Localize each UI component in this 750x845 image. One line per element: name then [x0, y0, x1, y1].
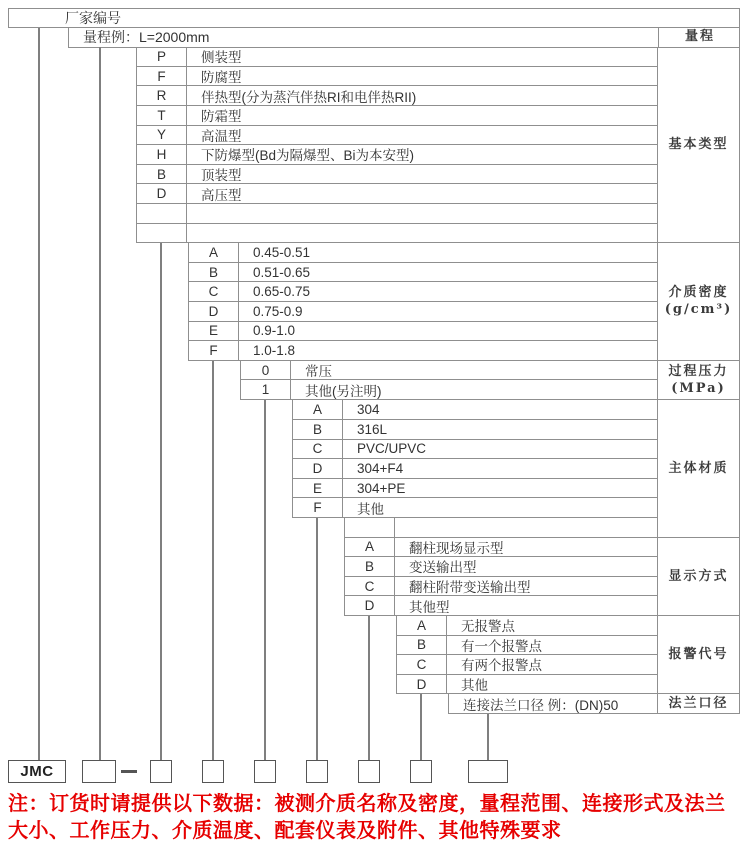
code-box-process-pressure	[254, 760, 276, 783]
code-box-basic-type	[150, 760, 172, 783]
section-body-material	[292, 400, 657, 518]
table-row	[345, 538, 657, 558]
code-cell: T	[137, 106, 187, 125]
desc-cell: 0.75-0.9	[253, 303, 303, 319]
desc-cell: 侧装型	[201, 50, 242, 66]
side-label-medium-density	[658, 243, 739, 361]
side-label-text: 报警代号	[668, 646, 729, 662]
desc-cell: 304	[357, 402, 380, 418]
code-cell: H	[137, 145, 187, 164]
section-alarm-code	[396, 616, 657, 694]
dash-separator	[121, 770, 137, 773]
table-row	[293, 459, 657, 479]
desc-cell: 304+PE	[357, 480, 406, 496]
code-cell: B	[345, 557, 395, 576]
order-note	[8, 791, 746, 845]
code-cell: B	[397, 636, 447, 655]
table-row	[397, 616, 657, 636]
section-display-mode	[344, 518, 657, 616]
desc-cell: 其他(另注明)	[305, 383, 382, 399]
code-cell: C	[345, 577, 395, 596]
factory-number-row	[8, 8, 740, 28]
desc-cell: 0.51-0.65	[253, 264, 311, 280]
desc-cell: 有两个报警点	[461, 658, 542, 674]
code-cell: B	[189, 263, 239, 282]
connector-line-medium-density	[212, 361, 214, 760]
desc-cell: 无报警点	[461, 619, 515, 635]
code-box-display-mode	[358, 760, 380, 783]
desc-cell: 变送输出型	[409, 560, 477, 576]
connector-line-process-pressure	[264, 400, 266, 760]
code-box-flange-size	[468, 760, 508, 783]
desc-cell: 0.9-1.0	[253, 323, 296, 339]
table-row	[345, 518, 657, 538]
table-row	[189, 282, 657, 302]
side-label-display-mode	[658, 538, 739, 616]
code-cell	[137, 204, 187, 223]
desc-cell: 304+F4	[357, 460, 404, 476]
desc-cell: 0.65-0.75	[253, 284, 311, 300]
table-row	[397, 636, 657, 656]
table-row	[241, 361, 657, 381]
desc-cell: 其他型	[409, 599, 450, 615]
code-cell: A	[345, 538, 395, 557]
connector-line-factory	[38, 28, 40, 760]
code-cell: F	[137, 67, 187, 86]
side-label-text: 介质密度	[668, 284, 729, 300]
side-label-text: 过程压力	[668, 363, 729, 379]
table-row	[189, 341, 657, 361]
code-cell	[345, 518, 395, 537]
table-row	[293, 498, 657, 518]
table-row	[137, 86, 657, 106]
table-row	[397, 655, 657, 675]
side-label-subtext: (g/cm³)	[664, 302, 733, 318]
code-cell: F	[293, 498, 343, 517]
range-example-label: 量程例：L=2000mm	[83, 29, 210, 45]
code-cell: Y	[137, 126, 187, 145]
table-row	[345, 577, 657, 597]
model-prefix-box: JMC	[8, 760, 66, 783]
desc-cell: 伴热型(分为蒸汽伴热RI和电伴热RII)	[201, 89, 417, 105]
connector-line-range	[99, 47, 101, 760]
desc-cell: 0.45-0.51	[253, 244, 311, 260]
table-row	[137, 67, 657, 87]
table-row	[189, 243, 657, 263]
code-box-body-material	[306, 760, 328, 783]
connector-line-flange-size	[487, 714, 489, 760]
side-label-text: 法兰口径	[668, 695, 729, 711]
table-row	[137, 126, 657, 146]
code-cell: D	[189, 302, 239, 321]
code-cell	[137, 224, 187, 243]
desc-cell: 连接法兰口径 例：(DN)50	[463, 697, 619, 713]
desc-cell: 防霜型	[201, 109, 242, 125]
code-cell: R	[137, 86, 187, 105]
code-cell: E	[189, 322, 239, 341]
table-row	[189, 302, 657, 322]
section-medium-density	[188, 243, 657, 361]
table-row	[397, 675, 657, 695]
table-row	[345, 596, 657, 616]
order-note-line1: 注：订货时请提供以下数据：被测介质名称及密度，量程范围、连接形式及法兰	[8, 793, 726, 815]
range-row	[68, 28, 740, 48]
desc-cell: 常压	[305, 364, 332, 380]
order-note-line2: 大小、工作压力、介质温度、配套仪表及附件、其他特殊要求	[8, 820, 562, 842]
code-cell: 0	[241, 361, 291, 380]
desc-cell: 高压型	[201, 187, 242, 203]
code-cell: 1	[241, 380, 291, 399]
code-cell: E	[293, 479, 343, 498]
desc-cell: 翻柱附带变送输出型	[409, 580, 531, 596]
table-row	[241, 380, 657, 400]
table-row	[137, 47, 657, 67]
factory-number-label: 厂家编号	[65, 10, 121, 26]
side-label-basic-type	[658, 47, 739, 243]
table-row	[189, 322, 657, 342]
code-cell: F	[189, 341, 239, 360]
code-cell: A	[293, 400, 343, 419]
table-row	[293, 420, 657, 440]
desc-cell: 顶装型	[201, 168, 242, 184]
desc-cell: 高温型	[201, 128, 242, 144]
code-cell: D	[345, 596, 395, 615]
side-label-column	[657, 47, 740, 714]
side-label-text: 主体材质	[668, 460, 729, 476]
code-cell: B	[293, 420, 343, 439]
side-label-flange-size	[658, 694, 739, 714]
connector-line-display-mode	[368, 616, 370, 760]
code-cell: D	[293, 459, 343, 478]
desc-cell: 防腐型	[201, 70, 242, 86]
table-row	[293, 440, 657, 460]
table-row	[137, 106, 657, 126]
side-label-body-material	[658, 400, 739, 537]
side-label-process-pressure	[658, 361, 739, 401]
code-cell: B	[137, 165, 187, 184]
desc-cell: 316L	[357, 421, 388, 437]
desc-cell: 1.0-1.8	[253, 342, 296, 358]
table-row	[137, 145, 657, 165]
table-row	[189, 263, 657, 283]
side-label-text: 显示方式	[668, 568, 729, 584]
table-row	[293, 479, 657, 499]
table-row	[449, 694, 657, 714]
desc-cell: 其他	[461, 678, 488, 694]
code-cell: C	[293, 440, 343, 459]
section-process-pressure	[240, 361, 657, 400]
connector-line-basic-type	[160, 243, 162, 760]
side-label-range: 量程	[658, 28, 741, 47]
desc-cell: PVC/UPVC	[357, 441, 427, 457]
connector-line-alarm-code	[420, 694, 422, 760]
table-row	[137, 224, 657, 244]
table-row	[293, 400, 657, 420]
section-flange-size	[448, 694, 657, 714]
code-box-medium-density	[202, 760, 224, 783]
side-label-text: 基本类型	[668, 136, 729, 152]
code-cell: C	[189, 282, 239, 301]
table-row	[137, 204, 657, 224]
code-cell: P	[137, 47, 187, 66]
desc-cell: 其他	[357, 501, 384, 517]
connector-line-body-material	[316, 518, 318, 760]
desc-cell: 有一个报警点	[461, 638, 542, 654]
table-row	[137, 184, 657, 204]
side-label-alarm-code	[658, 616, 739, 694]
code-cell: C	[397, 655, 447, 674]
code-cell: A	[189, 243, 239, 262]
side-label-subtext: (MPa)	[671, 381, 726, 397]
table-row	[137, 165, 657, 185]
code-cell: A	[397, 616, 447, 635]
code-box-alarm-code	[410, 760, 432, 783]
code-cell: D	[137, 184, 187, 203]
section-basic-type	[136, 47, 657, 243]
code-box-range	[82, 760, 116, 783]
code-cell: D	[397, 675, 447, 694]
desc-cell: 翻柱现场显示型	[409, 540, 504, 556]
table-row	[345, 557, 657, 577]
desc-cell: 下防爆型(Bd为隔爆型、Bi为本安型)	[201, 148, 415, 164]
